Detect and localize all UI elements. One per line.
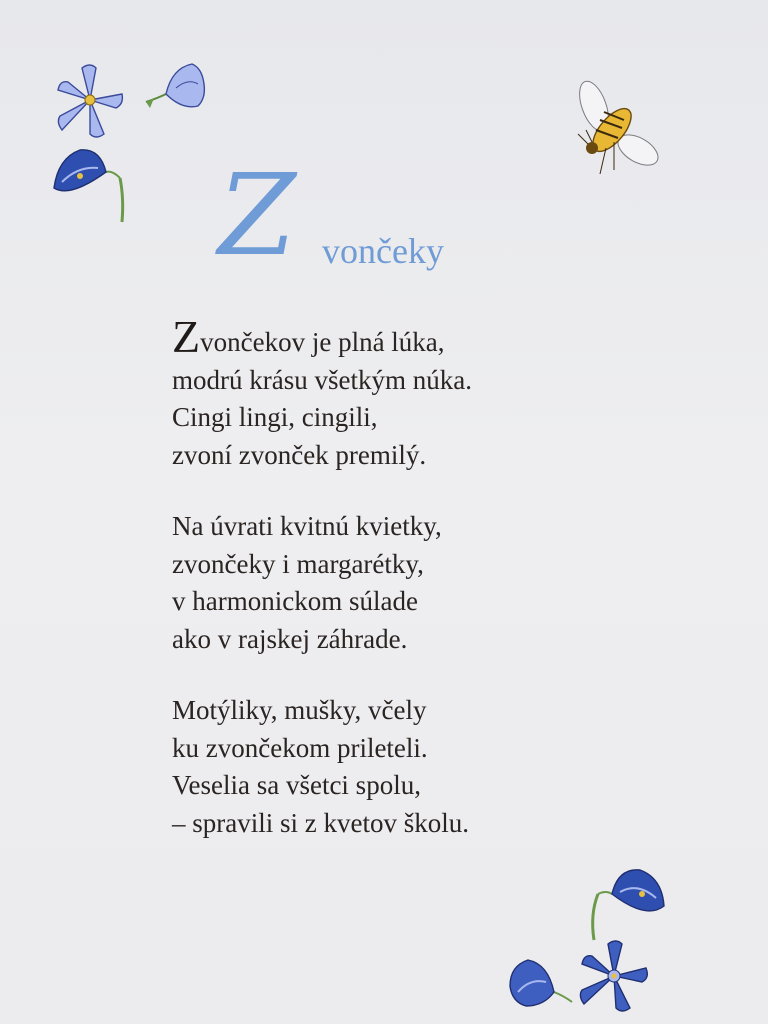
poem-line: Cingi lingi, cingili, xyxy=(172,402,378,432)
poem-body xyxy=(172,311,592,876)
title-rest: vončeky xyxy=(322,231,444,271)
bee-icon xyxy=(566,78,662,182)
poem-line: ku zvončekom prileteli. xyxy=(172,732,428,763)
poem-line: zvoní zvonček premilý. xyxy=(172,439,427,470)
poem-line: Motýliky, mušky, včely xyxy=(172,695,427,725)
stanza-3 xyxy=(172,692,592,842)
poem-line: v harmonickom súlade xyxy=(172,586,418,616)
poem-line: – spravili si z kvetov školu. xyxy=(172,807,469,838)
dropcap: Z xyxy=(172,311,201,362)
star-flower-icon xyxy=(576,938,652,1014)
poem-title xyxy=(218,151,518,281)
poem-line: zvončeky i margarétky, xyxy=(172,548,424,579)
stanza-1 xyxy=(172,311,592,474)
bellflower-stem-icon xyxy=(50,142,132,224)
poem-line: ako v rajskej záhrade. xyxy=(172,623,408,654)
title-initial: Z xyxy=(218,151,296,281)
bellflower-icon xyxy=(136,58,212,118)
bellflower-stem-icon xyxy=(584,864,668,944)
poem-line: Veselia sa všetci spolu, xyxy=(172,770,421,800)
poem-line: Na úvrati kvitnú kvietky, xyxy=(172,511,442,541)
poem-line: modrú krásu všetkým núka. xyxy=(172,364,472,395)
bellflower-icon xyxy=(506,952,576,1012)
star-flower-icon xyxy=(52,60,128,142)
poem-line-text: vončekov je plná lúka, xyxy=(200,327,445,357)
stanza-2 xyxy=(172,508,592,658)
poem-line xyxy=(172,311,592,362)
